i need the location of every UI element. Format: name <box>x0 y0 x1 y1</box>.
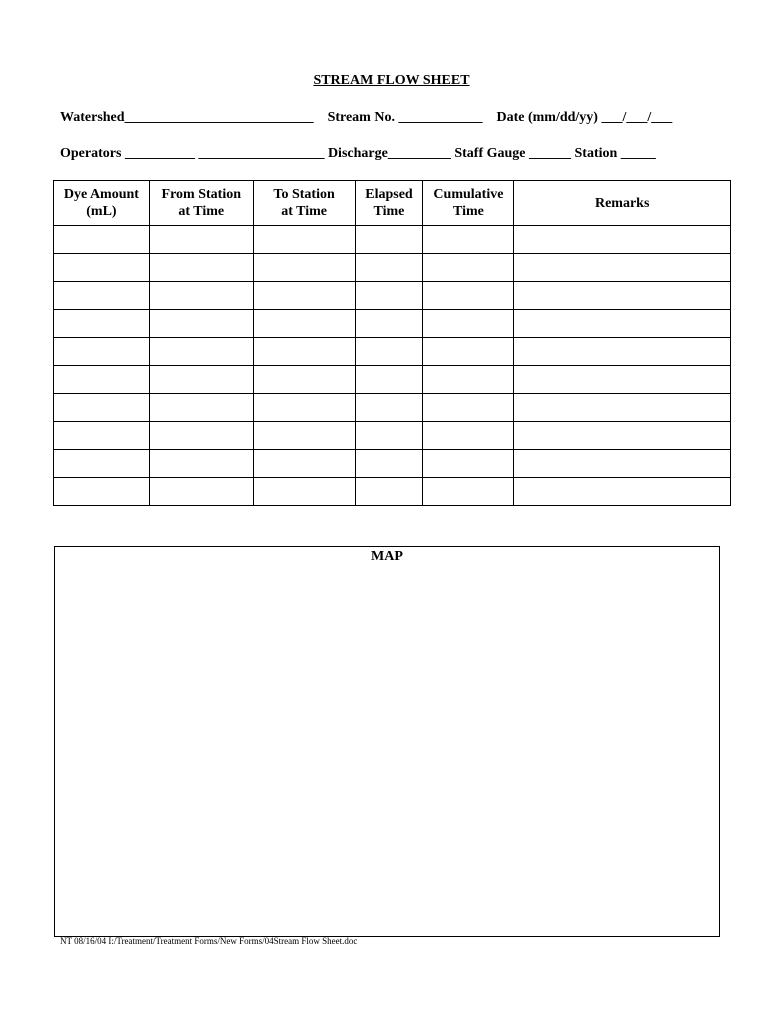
cell-to-station[interactable] <box>253 394 355 422</box>
cell-dye-amount[interactable] <box>54 254 150 282</box>
table-body <box>54 226 731 506</box>
cell-from-station[interactable] <box>149 338 253 366</box>
header-line-2 <box>60 146 656 162</box>
staff-gauge-field[interactable]: ______ <box>529 146 571 161</box>
cell-cumulative-time[interactable] <box>423 366 514 394</box>
discharge-label: Discharge <box>327 146 388 161</box>
cell-elapsed-time[interactable] <box>355 478 423 506</box>
cell-cumulative-time[interactable] <box>423 282 514 310</box>
watershed-field[interactable]: ___________________________ <box>124 110 314 125</box>
cell-to-station[interactable] <box>253 422 355 450</box>
cell-cumulative-time[interactable] <box>423 226 514 254</box>
cell-from-station[interactable] <box>149 366 253 394</box>
cell-from-station[interactable] <box>149 226 253 254</box>
cell-cumulative-time[interactable] <box>423 394 514 422</box>
watershed-label: Watershed <box>60 110 125 125</box>
column-header-remarks: Remarks <box>514 181 731 226</box>
table-row <box>54 226 731 254</box>
column-header-dye-amount: Dye Amount (mL) <box>54 181 150 226</box>
cell-remarks[interactable] <box>514 226 731 254</box>
cell-dye-amount[interactable] <box>54 422 150 450</box>
cell-dye-amount[interactable] <box>54 478 150 506</box>
cell-elapsed-time[interactable] <box>355 338 423 366</box>
table-row <box>54 450 731 478</box>
cell-cumulative-time[interactable] <box>423 450 514 478</box>
cell-cumulative-time[interactable] <box>423 310 514 338</box>
map-title: MAP <box>371 549 403 564</box>
table-header-row <box>54 181 731 226</box>
cell-remarks[interactable] <box>514 394 731 422</box>
cell-cumulative-time[interactable] <box>423 254 514 282</box>
cell-dye-amount[interactable] <box>54 394 150 422</box>
cell-elapsed-time[interactable] <box>355 310 423 338</box>
table-row <box>54 366 731 394</box>
cell-to-station[interactable] <box>253 338 355 366</box>
table-row <box>54 394 731 422</box>
cell-from-station[interactable] <box>149 282 253 310</box>
cell-remarks[interactable] <box>514 366 731 394</box>
station-label: Station <box>574 146 621 161</box>
operators-label: Operators <box>60 146 125 161</box>
cell-elapsed-time[interactable] <box>355 254 423 282</box>
cell-from-station[interactable] <box>149 310 253 338</box>
cell-to-station[interactable] <box>253 226 355 254</box>
stream-no-field[interactable]: ____________ <box>398 110 483 125</box>
column-header-cumulative-time: Cumulative Time <box>423 181 514 226</box>
cell-elapsed-time[interactable] <box>355 394 423 422</box>
cell-remarks[interactable] <box>514 478 731 506</box>
date-field[interactable]: ___/___/___ <box>601 110 673 125</box>
cell-elapsed-time[interactable] <box>355 226 423 254</box>
table-row <box>54 310 731 338</box>
cell-cumulative-time[interactable] <box>423 338 514 366</box>
date-label: Date (mm/dd/yy) <box>496 110 602 125</box>
cell-elapsed-time[interactable] <box>355 422 423 450</box>
footer-file-path: NT 08/16/04 I:/Treatment/Treatment Forms/New Forms/04Stream Flow Sheet.doc <box>60 936 358 946</box>
cell-to-station[interactable] <box>253 450 355 478</box>
cell-dye-amount[interactable] <box>54 366 150 394</box>
stream-no-label: Stream No. <box>327 110 399 125</box>
map-area[interactable] <box>54 546 720 937</box>
cell-to-station[interactable] <box>253 366 355 394</box>
table-row <box>54 254 731 282</box>
cell-from-station[interactable] <box>149 450 253 478</box>
cell-to-station[interactable] <box>253 478 355 506</box>
stream-flow-table <box>53 180 731 506</box>
cell-remarks[interactable] <box>514 450 731 478</box>
cell-from-station[interactable] <box>149 478 253 506</box>
cell-remarks[interactable] <box>514 282 731 310</box>
cell-remarks[interactable] <box>514 338 731 366</box>
table-row <box>54 282 731 310</box>
cell-remarks[interactable] <box>514 422 731 450</box>
cell-dye-amount[interactable] <box>54 338 150 366</box>
staff-gauge-label: Staff Gauge <box>454 146 529 161</box>
cell-from-station[interactable] <box>149 254 253 282</box>
cell-remarks[interactable] <box>514 254 731 282</box>
table-row <box>54 338 731 366</box>
cell-dye-amount[interactable] <box>54 450 150 478</box>
header-line-1 <box>60 110 672 126</box>
cell-to-station[interactable] <box>253 254 355 282</box>
column-header-elapsed-time: Elapsed Time <box>355 181 423 226</box>
discharge-field[interactable]: _________ <box>387 146 451 161</box>
cell-elapsed-time[interactable] <box>355 366 423 394</box>
station-field[interactable]: _____ <box>620 146 656 161</box>
cell-remarks[interactable] <box>514 310 731 338</box>
form-title: STREAM FLOW SHEET <box>313 73 470 88</box>
cell-dye-amount[interactable] <box>54 226 150 254</box>
cell-elapsed-time[interactable] <box>355 282 423 310</box>
cell-cumulative-time[interactable] <box>423 422 514 450</box>
cell-to-station[interactable] <box>253 310 355 338</box>
cell-dye-amount[interactable] <box>54 310 150 338</box>
operators-field[interactable]: __________ __________________ <box>124 146 325 161</box>
cell-to-station[interactable] <box>253 282 355 310</box>
cell-from-station[interactable] <box>149 394 253 422</box>
cell-from-station[interactable] <box>149 422 253 450</box>
column-header-from-station: From Station at Time <box>149 181 253 226</box>
cell-elapsed-time[interactable] <box>355 450 423 478</box>
column-header-to-station: To Station at Time <box>253 181 355 226</box>
cell-dye-amount[interactable] <box>54 282 150 310</box>
cell-cumulative-time[interactable] <box>423 478 514 506</box>
table-row <box>54 478 731 506</box>
table-row <box>54 422 731 450</box>
